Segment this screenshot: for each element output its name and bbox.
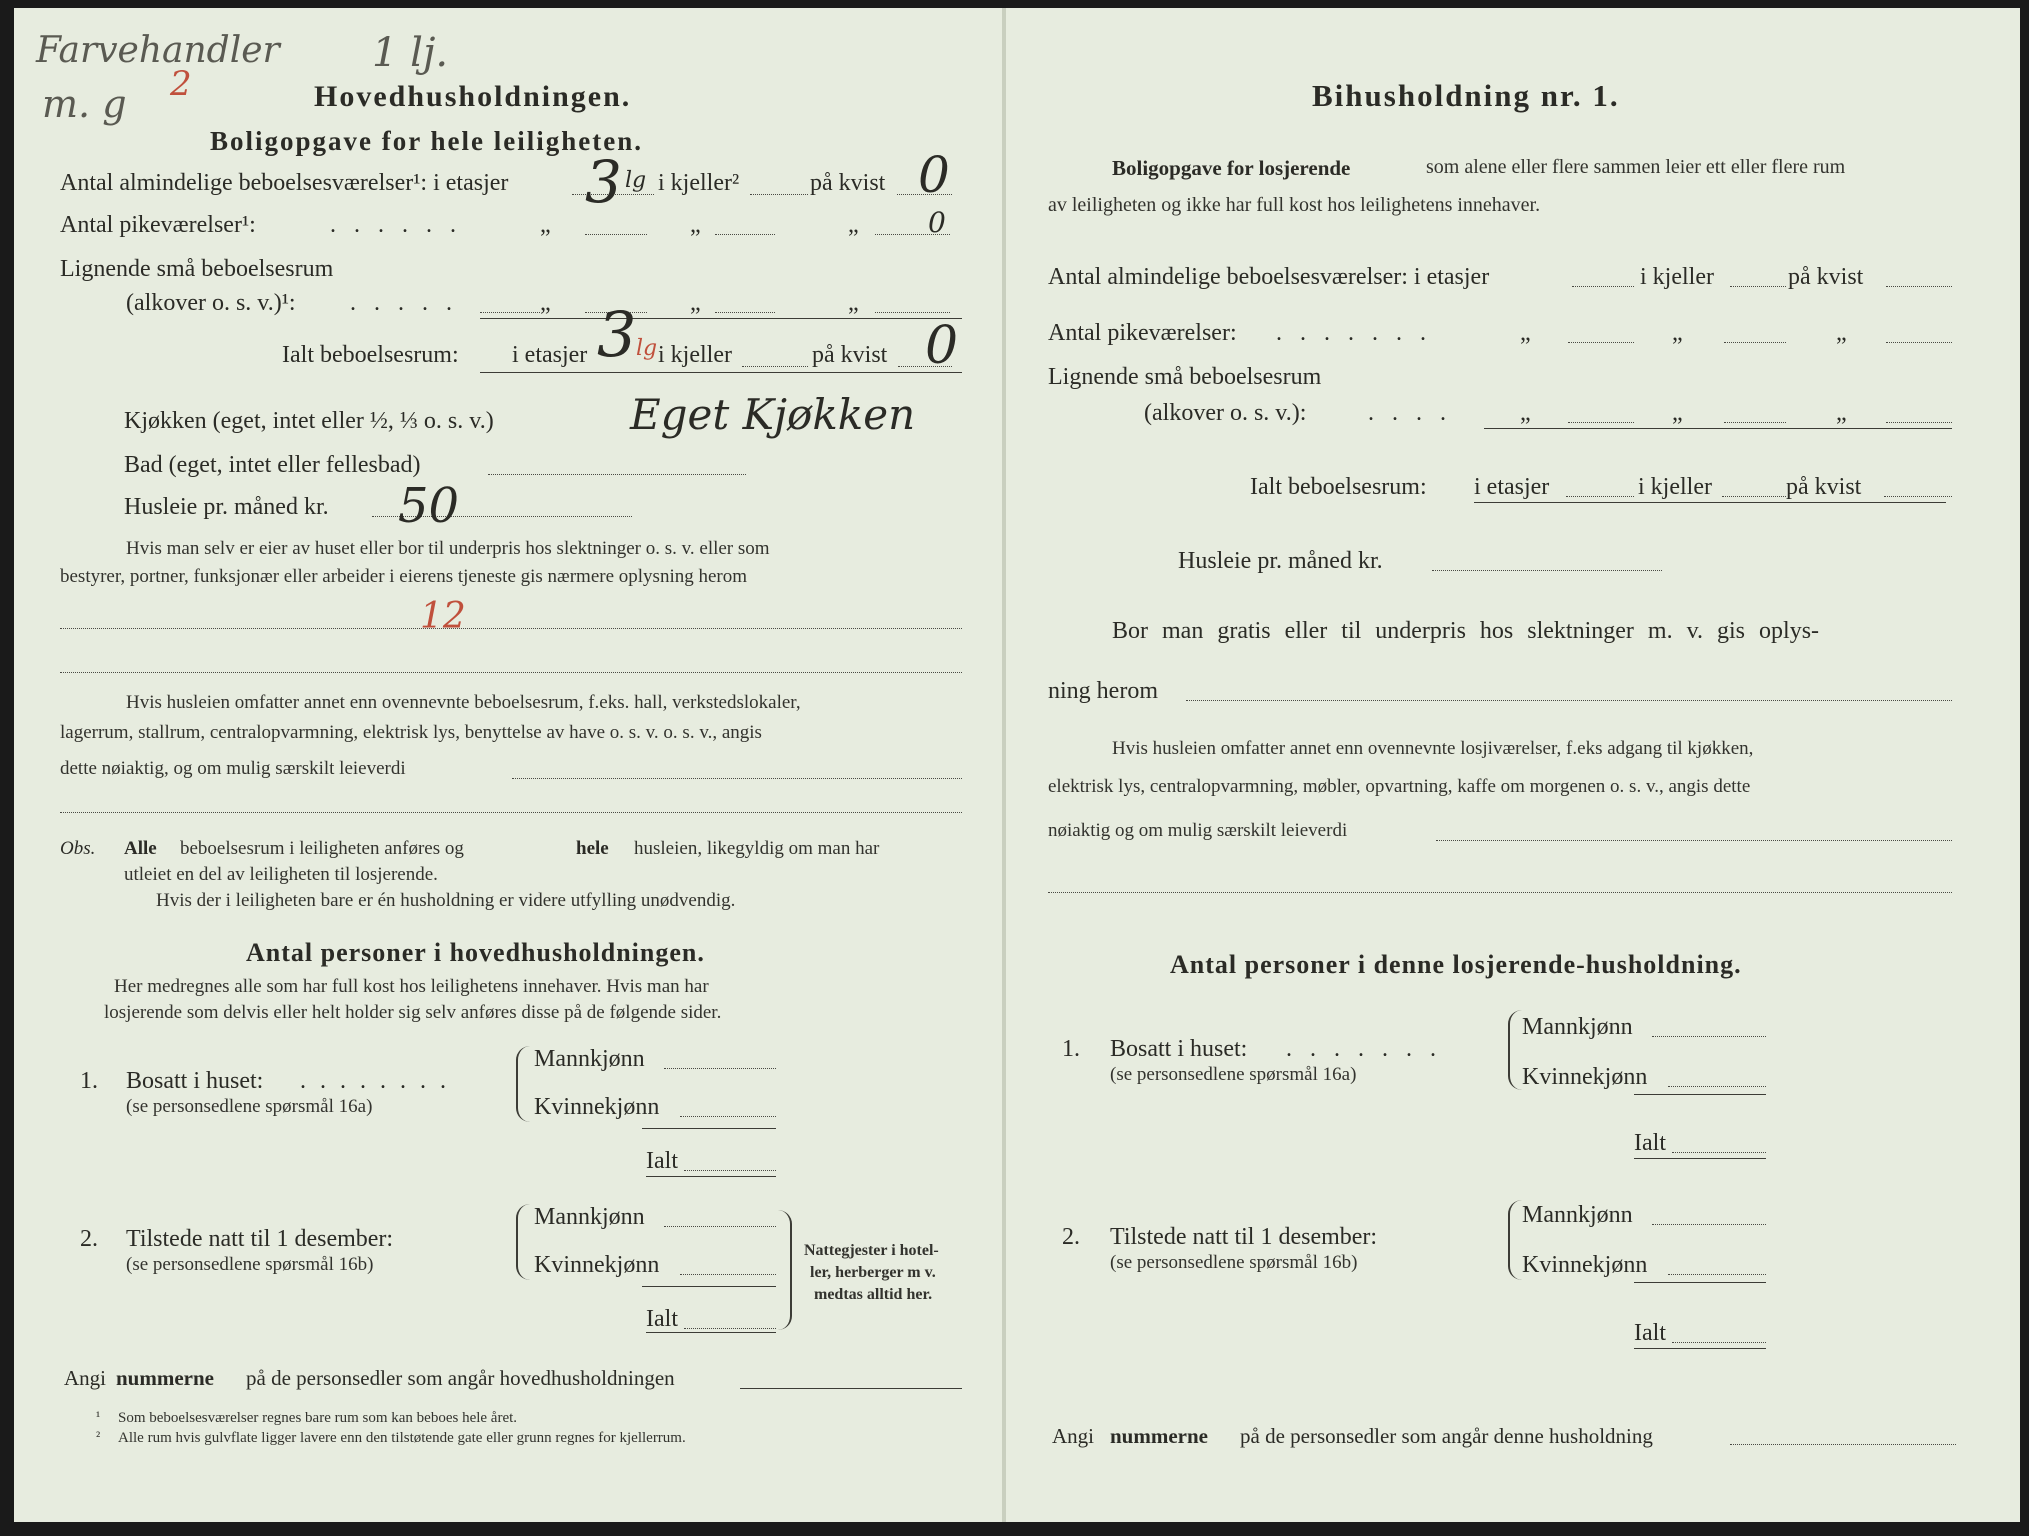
left-q2-ialt: Ialt	[646, 1306, 678, 1332]
right-q1-ialt-line	[1672, 1152, 1766, 1153]
left-row3-quote2: „	[690, 290, 701, 316]
left-row1-kjeller: i kjeller²	[658, 170, 740, 196]
hw-note-mg: m. g	[42, 82, 127, 126]
hw-pike-kvist: 0	[928, 206, 946, 239]
left-q1-sum-rule	[642, 1128, 776, 1129]
left-kjokken-label: Kjøkken (eget, intet eller ½, ⅓ o. s. v.)	[124, 408, 494, 434]
right-row3-quote3: „	[1836, 400, 1847, 426]
right-row3-line2	[1724, 422, 1786, 423]
hw-total-kvist: 0	[925, 316, 959, 376]
right-sum-rule	[1484, 428, 1952, 429]
right-q1-num: 1.	[1062, 1036, 1080, 1062]
right-row3-quote2: „	[1672, 400, 1683, 426]
right-total-kjeller: i kjeller	[1638, 474, 1712, 500]
hw-husleie: 50	[398, 478, 460, 534]
hw-etasjer: 3	[585, 148, 622, 216]
right-omfatter2: elektrisk lys, centralopvarmning, møbler, opvartning, kaffe om morgenen o. s. v., angis dette	[1048, 776, 1751, 797]
right-row2-line1	[1568, 342, 1634, 343]
left-eier-text2: bestyrer, portner, funksjonær eller arbeider i eierens tjeneste gis nærmere oplysning herom	[60, 566, 748, 587]
right-total-label: Ialt beboelsesrum:	[1250, 474, 1427, 500]
hw-occupation: Farvehandler	[36, 30, 280, 71]
left-omfatter1: Hvis husleien omfatter annet enn ovennevnte beboelsesrum, f.eks. hall, verkstedslokaler,	[126, 692, 801, 713]
left-omfatter3: dette nøiaktig, og om mulig særskilt leieverdi	[60, 758, 406, 779]
right-husleie-label: Husleie pr. måned kr.	[1178, 548, 1383, 574]
left-q1-ialt: Ialt	[646, 1148, 678, 1174]
left-q1-kvinne: Kvinnekjønn	[534, 1094, 660, 1120]
left-q1-label: Bosatt i huset:	[126, 1068, 264, 1094]
left-natt2: ler, herberger m v.	[810, 1264, 936, 1281]
left-omfatter-line1	[512, 778, 962, 779]
left-row3-quote3: „	[848, 290, 859, 316]
left-row2-line1	[585, 234, 647, 235]
right-angi-line	[1730, 1444, 1956, 1445]
left-row2-line2	[715, 234, 775, 235]
hw-total-note: lg	[636, 336, 658, 361]
hw-red-number: 2	[170, 64, 192, 104]
left-obs-hele: hele	[576, 838, 609, 859]
right-total-kjeller-line	[1722, 496, 1786, 497]
right-kjeller-line	[1730, 286, 1786, 287]
left-q1-dots: . . . . . . . .	[300, 1068, 450, 1094]
left-total-kjeller-line	[742, 366, 808, 367]
left-angi-a: Angi	[64, 1366, 106, 1390]
right-omfatter3: nøiaktig og om mulig særskilt leieverdi	[1048, 820, 1348, 841]
right-q1-ialt: Ialt	[1634, 1130, 1666, 1156]
left-q1-num: 1.	[80, 1068, 98, 1094]
right-total-rule	[1474, 502, 1946, 503]
right-row1-kjeller: i kjeller	[1640, 264, 1714, 290]
right-row2-dots: . . . . . . .	[1276, 320, 1432, 346]
left-row1-label: Antal almindelige beboelsesværelser¹: i etasjer	[60, 170, 509, 196]
left-sum-rule	[480, 318, 962, 319]
right-total-etasjer-line	[1566, 496, 1634, 497]
right-row3-dots: . . . .	[1368, 400, 1452, 426]
left-row3-label2: (alkover o. s. v.)¹:	[126, 290, 296, 316]
left-total-label: Ialt beboelsesrum:	[282, 342, 459, 368]
right-q2-sum-rule	[1634, 1282, 1766, 1283]
left-obs-alle: Alle	[124, 838, 157, 859]
left-q2-mann: Mannkjønn	[534, 1204, 645, 1230]
left-row3-line0	[480, 312, 540, 313]
right-gratis1: Bor man gratis eller til underpris hos slektninger m. v. gis oplys-	[1112, 618, 1820, 644]
right-row3-line3	[1886, 422, 1952, 423]
left-q2-num: 2.	[80, 1226, 98, 1252]
left-subtitle: Boligopgave for hele leiligheten.	[210, 126, 643, 156]
right-row2-quote2: „	[1672, 320, 1683, 346]
right-q2-num: 2.	[1062, 1224, 1080, 1250]
right-q1-sub: (se personsedlene spørsmål 16a)	[1110, 1064, 1357, 1085]
left-q1-ialt-line	[684, 1170, 776, 1171]
right-q2-brace	[1508, 1200, 1522, 1280]
right-row2-label: Antal pikeværelser:	[1048, 320, 1237, 346]
left-fn2-num: ²	[96, 1430, 101, 1445]
left-q1-mann: Mannkjønn	[534, 1046, 645, 1072]
right-persons-title: Antal personer i denne losjerende-husholdning.	[1170, 950, 1742, 979]
left-q2-kvinne-line	[680, 1274, 776, 1275]
left-obs-text3: Hvis der i leiligheten bare er én husholdning er videre utfylling unødvendig.	[156, 890, 736, 911]
left-persons-text2: losjerende som delvis eller helt holder sig selv anføres disse på de følgende sider.	[104, 1002, 722, 1023]
left-husleie-label: Husleie pr. måned kr.	[124, 494, 329, 520]
right-row2-line3	[1886, 342, 1952, 343]
right-row3-label2: (alkover o. s. v.):	[1144, 400, 1307, 426]
left-title: Hovedhusholdningen.	[314, 80, 632, 113]
right-omfatter1: Hvis husleien omfatter annet enn ovennevnte losjiværelser, f.eks adgang til kjøkken,	[1112, 738, 1754, 759]
right-gratis-line	[1186, 700, 1952, 701]
left-total-rule	[480, 372, 962, 373]
left-q1-mann-line	[664, 1068, 776, 1069]
left-q1-kvinne-line	[680, 1116, 776, 1117]
hw-total-etasjer: 3	[597, 298, 637, 371]
left-persons-title: Antal personer i hovedhusholdningen.	[246, 938, 705, 967]
left-kjeller-line	[750, 194, 808, 195]
right-q2-mann: Mannkjønn	[1522, 1202, 1633, 1228]
left-natt1: Nattegjester i hotel-	[804, 1242, 939, 1259]
right-q1-sum-rule	[1634, 1094, 1766, 1095]
right-q1-mann-line	[1652, 1036, 1766, 1037]
page-fold	[1002, 8, 1006, 1522]
right-q2-ialt-line	[1672, 1342, 1766, 1343]
left-q2-mann-line	[664, 1226, 776, 1227]
left-fn1-num: ¹	[96, 1410, 101, 1425]
right-q1-kvinne-line	[1668, 1086, 1766, 1087]
left-angi-c: på de personsedler som angår hovedhusholdningen	[246, 1366, 675, 1390]
right-q1-kvinne: Kvinnekjønn	[1522, 1064, 1648, 1090]
right-row3-label1: Lignende små beboelsesrum	[1048, 364, 1322, 390]
hw-etasjer-note: lg	[625, 168, 647, 193]
right-q2-mann-line	[1652, 1224, 1766, 1225]
right-q2-ialt: Ialt	[1634, 1320, 1666, 1346]
right-intro2: av leiligheten og ikke har full kost hos leilighetens innehaver.	[1048, 194, 1541, 216]
right-angi-b: nummerne	[1110, 1424, 1208, 1448]
hw-kjokken: Eget Kjøkken	[630, 390, 916, 439]
left-omfatter2: lagerrum, stallrum, centralopvarmning, elektrisk lys, benyttelse av have o. s. v. o. s. v., angis	[60, 722, 762, 743]
right-q2-kvinne-line	[1668, 1274, 1766, 1275]
right-total-etasjer: i etasjer	[1474, 474, 1550, 500]
hw-kvist: 0	[918, 146, 950, 204]
right-row1-kvist: på kvist	[1788, 264, 1864, 290]
left-bad-label: Bad (eget, intet eller fellesbad)	[124, 452, 421, 478]
left-fn2: Alle rum hvis gulvflate ligger lavere enn den tilstøtende gate eller grunn regnes for kjellerrum.	[118, 1430, 686, 1446]
left-row2-quote2: „	[690, 212, 701, 238]
left-q2-label: Tilstede natt til 1 desember:	[126, 1226, 394, 1252]
right-row3-quote1: „	[1520, 400, 1531, 426]
right-angi-a: Angi	[1052, 1424, 1094, 1448]
hw-note-lj: 1 lj.	[372, 30, 449, 76]
right-row2-line2	[1724, 342, 1786, 343]
left-row3-line3	[875, 312, 950, 313]
left-row2-dots: . . . . . .	[330, 212, 462, 238]
left-eier-line1	[60, 628, 962, 629]
left-row3-label1: Lignende små beboelsesrum	[60, 256, 334, 282]
left-q1-brace	[516, 1046, 530, 1122]
left-q1-ialt-rule	[646, 1176, 776, 1177]
right-gratis2: ning herom	[1048, 678, 1158, 704]
left-total-etasjer: i etasjer	[512, 342, 588, 368]
right-q2-kvinne: Kvinnekjønn	[1522, 1252, 1648, 1278]
left-natt3: medtas alltid her.	[814, 1286, 933, 1303]
left-total-kjeller: i kjeller	[658, 342, 732, 368]
right-q2-sub: (se personsedlene spørsmål 16b)	[1110, 1252, 1358, 1273]
right-intro1: som alene eller flere sammen leier ett eller flere rum	[1426, 156, 1846, 178]
hw-herom: 12	[420, 596, 466, 637]
right-q1-label: Bosatt i huset:	[1110, 1036, 1248, 1062]
right-row2-quote1: „	[1520, 320, 1531, 346]
right-omfatter-line2	[1048, 892, 1952, 893]
left-row3-line2	[715, 312, 775, 313]
left-angi-line	[740, 1388, 962, 1389]
left-q2-ialt-rule	[646, 1332, 776, 1333]
left-obs-text2: utleiet en del av leiligheten til losjerende.	[124, 864, 438, 885]
right-intro-bold: Boligopgave for losjerende	[1112, 156, 1351, 180]
left-angi-b: nummerne	[116, 1366, 214, 1390]
right-row2-quote3: „	[1836, 320, 1847, 346]
left-eier-text1: Hvis man selv er eier av huset eller bor til underpris hos slektninger o. s. v. eller som	[126, 538, 770, 559]
right-q2-ialt-rule	[1634, 1348, 1766, 1349]
left-row1-kvist: på kvist	[810, 170, 886, 196]
right-q2-label: Tilstede natt til 1 desember:	[1110, 1224, 1378, 1250]
right-etasjer-line	[1572, 286, 1634, 287]
right-omfatter-line1	[1436, 840, 1952, 841]
left-row2-label: Antal pikeværelser¹:	[60, 212, 256, 238]
left-row3-dots: . . . . .	[350, 290, 458, 316]
left-total-kvist: på kvist	[812, 342, 888, 368]
right-q1-ialt-rule	[1634, 1158, 1766, 1159]
left-q2-sub: (se personsedlene spørsmål 16b)	[126, 1254, 374, 1275]
right-title: Bihusholdning nr. 1.	[1312, 78, 1620, 113]
left-row2-quote3: „	[848, 212, 859, 238]
left-bad-line	[488, 474, 746, 475]
right-q1-brace	[1508, 1010, 1522, 1090]
left-q2-ialt-line	[684, 1328, 776, 1329]
left-q1-sub: (se personsedlene spørsmål 16a)	[126, 1096, 373, 1117]
right-total-kvist-line	[1884, 496, 1952, 497]
left-row2-quote1: „	[540, 212, 551, 238]
right-row3-line1	[1568, 422, 1634, 423]
left-obs-text1a: beboelsesrum i leiligheten anføres og	[180, 838, 464, 859]
right-husleie-line	[1432, 570, 1662, 571]
right-q1-dots: . . . . . . .	[1286, 1036, 1442, 1062]
right-row1-label: Antal almindelige beboelsesværelser: i etasjer	[1048, 264, 1490, 290]
left-q2-sum-rule	[642, 1286, 776, 1287]
right-kvist-line	[1886, 286, 1952, 287]
left-q2-right-brace	[770, 1210, 792, 1330]
left-persons-text1: Her medregnes alle som har full kost hos leilighetens innehaver. Hvis man har	[114, 976, 709, 997]
right-total-kvist: på kvist	[1786, 474, 1862, 500]
left-eier-line2	[60, 672, 962, 673]
left-q2-kvinne: Kvinnekjønn	[534, 1252, 660, 1278]
right-q1-mann: Mannkjønn	[1522, 1014, 1633, 1040]
left-omfatter-line2	[60, 812, 962, 813]
right-angi-c: på de personsedler som angår denne husholdning	[1240, 1424, 1653, 1448]
left-fn1: Som beboelsesværelser regnes bare rum som kan beboes hele året.	[118, 1410, 518, 1426]
left-q2-brace	[516, 1204, 530, 1280]
left-row3-quote1: „	[540, 290, 551, 316]
left-obs-text1b: husleien, likegyldig om man har	[634, 838, 880, 859]
left-obs-label: Obs.	[60, 838, 96, 859]
